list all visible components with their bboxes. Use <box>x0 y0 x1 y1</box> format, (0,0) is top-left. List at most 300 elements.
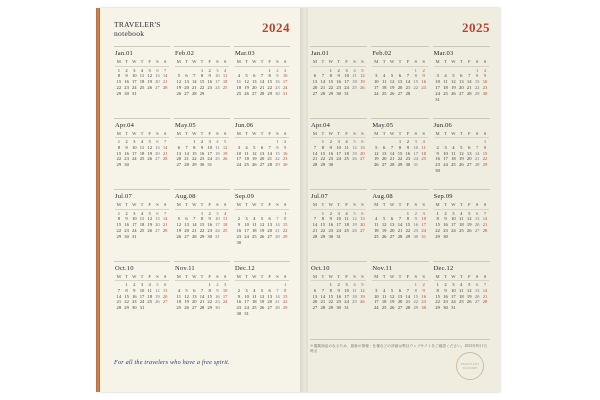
day-number: 8 <box>117 216 120 222</box>
day-number: 7 <box>398 216 402 222</box>
day-number: 30 <box>435 168 440 174</box>
day-number: 29 <box>320 233 326 239</box>
day-number: 16 <box>207 79 212 85</box>
weekday-label: T <box>245 59 248 64</box>
day-number: 24 <box>244 233 249 239</box>
day-number: 24 <box>336 227 341 233</box>
day-number: 14 <box>275 222 280 228</box>
day-number: 12 <box>147 216 152 222</box>
day-number: 1 <box>200 67 204 73</box>
weekday-label: M <box>236 130 241 136</box>
day-number: 30 <box>443 305 448 311</box>
day-number: 12 <box>259 293 265 299</box>
day-number: 19 <box>259 227 265 233</box>
day-number: 24 <box>244 305 249 311</box>
day-number: 10 <box>131 216 137 222</box>
weekday-label: W <box>451 273 456 279</box>
weekday-header <box>235 274 289 282</box>
day-number: 16 <box>482 79 488 85</box>
day-number: 8 <box>483 144 487 150</box>
weekday-label: T <box>185 59 188 64</box>
day-number: 24 <box>131 84 137 90</box>
day-number: 24 <box>215 84 220 90</box>
day-number: 16 <box>421 293 426 299</box>
weekday-label: S <box>223 273 227 279</box>
day-number: 6 <box>313 73 317 79</box>
month-name: Sep.09 <box>433 193 453 200</box>
weekday-label: F <box>268 202 271 207</box>
day-number: 11 <box>344 144 349 150</box>
day-number: 29 <box>199 90 205 96</box>
weekday-label: T <box>260 59 264 64</box>
day-number: 16 <box>282 150 288 156</box>
weekday-label: S <box>483 273 487 279</box>
month-cell <box>433 118 490 190</box>
day-number: 31 <box>131 233 137 239</box>
weekday-header <box>115 59 169 67</box>
weekday-label: W <box>132 273 137 279</box>
day-number: 14 <box>474 150 480 156</box>
day-number: 28 <box>397 233 403 239</box>
day-number: 26 <box>360 84 365 90</box>
day-number: 18 <box>344 222 349 228</box>
day-number: 2 <box>125 67 128 73</box>
day-number: 21 <box>191 84 197 90</box>
day-number: 11 <box>222 73 228 79</box>
day-number: 26 <box>352 227 357 233</box>
day-number: 30 <box>482 90 488 96</box>
day-number: 28 <box>162 156 168 162</box>
day-number: 12 <box>222 144 228 150</box>
weekday-label: F <box>268 130 271 136</box>
weekday-label: S <box>483 130 487 136</box>
day-number: 7 <box>163 67 167 73</box>
day-number: 30 <box>421 305 426 311</box>
day-number: 11 <box>252 222 257 228</box>
day-number: 6 <box>177 144 180 150</box>
weekday-label: W <box>451 59 456 64</box>
day-number: 1 <box>321 210 324 216</box>
weekday-label: S <box>156 202 159 207</box>
weekday-label: T <box>140 273 144 279</box>
day-number: 6 <box>361 210 364 216</box>
weekday-label: S <box>283 130 287 136</box>
day-number: 9 <box>483 73 487 79</box>
day-number: 17 <box>421 222 426 228</box>
month-name: Jun.06 <box>235 121 254 129</box>
day-number: 2 <box>329 139 332 145</box>
month-cell <box>371 189 428 261</box>
day-number: 11 <box>381 79 387 85</box>
day-number: 15 <box>275 150 280 156</box>
day-number: 23 <box>275 84 280 90</box>
day-number: 27 <box>267 233 272 239</box>
day-number: 21 <box>320 84 326 90</box>
day-number: 17 <box>131 222 137 228</box>
weekday-label: M <box>176 59 181 64</box>
day-number: 17 <box>373 84 379 90</box>
day-number: 4 <box>223 210 227 216</box>
day-number: 30 <box>336 305 341 311</box>
day-number: 7 <box>193 216 196 222</box>
day-number: 16 <box>131 293 137 299</box>
day-number: 10 <box>373 79 379 85</box>
weekday-header <box>115 274 169 282</box>
day-number: 5 <box>177 216 180 222</box>
day-number: 20 <box>155 79 160 85</box>
month-name: May.05 <box>175 121 196 129</box>
day-number: 2 <box>483 67 487 73</box>
day-number: 27 <box>155 227 160 233</box>
day-number: 10 <box>344 73 349 79</box>
weekday-label: S <box>163 202 167 207</box>
day-number: 1 <box>125 282 128 288</box>
weekday-label: T <box>444 59 447 64</box>
day-number: 12 <box>466 216 472 222</box>
day-number: 25 <box>251 233 257 239</box>
day-number: 22 <box>435 299 440 305</box>
day-number: 11 <box>139 73 145 79</box>
weekday-label: M <box>374 273 379 279</box>
day-number: 25 <box>222 227 228 233</box>
month-name: Feb.02 <box>372 50 392 57</box>
day-number: 24 <box>435 90 440 96</box>
weekday-label: T <box>140 130 144 136</box>
month-cell <box>371 46 428 118</box>
day-number: 14 <box>191 222 197 228</box>
day-number: 13 <box>184 222 189 228</box>
day-number: 20 <box>459 84 464 90</box>
weekday-label: S <box>163 59 167 64</box>
day-number: 5 <box>148 67 151 73</box>
day-number: 2 <box>125 139 128 145</box>
weekday-label: F <box>208 202 211 207</box>
day-number: 21 <box>320 299 326 305</box>
day-number: 13 <box>162 287 168 293</box>
weekday-label: T <box>337 202 341 207</box>
day-number: 29 <box>320 162 326 168</box>
day-number: 22 <box>267 84 272 90</box>
day-number: 9 <box>337 287 340 293</box>
month-cell <box>234 118 290 190</box>
weekday-header <box>311 131 366 139</box>
day-number: 26 <box>176 90 182 96</box>
day-number: 13 <box>312 79 318 85</box>
day-number: 12 <box>373 150 379 156</box>
day-number: 18 <box>147 293 152 299</box>
day-number: 3 <box>223 282 227 288</box>
day-number: 17 <box>282 79 288 85</box>
weekday-label: S <box>414 273 418 279</box>
weekday-label: F <box>406 59 410 64</box>
weekday-label: S <box>353 273 356 279</box>
day-number: 27 <box>251 90 257 96</box>
day-number: 18 <box>352 293 357 299</box>
day-number: 5 <box>185 287 188 293</box>
month-grid-left <box>114 46 290 332</box>
weekday-label: S <box>475 130 479 136</box>
day-number: 26 <box>373 162 379 168</box>
day-number: 18 <box>244 156 249 162</box>
day-number: 29 <box>207 305 212 311</box>
day-number: 12 <box>389 293 395 299</box>
day-number: 8 <box>436 216 439 222</box>
day-number: 6 <box>398 287 402 293</box>
weekday-header <box>311 59 366 67</box>
day-number: 7 <box>268 144 271 150</box>
day-number: 14 <box>466 79 472 85</box>
day-number: 10 <box>236 150 242 156</box>
month-cell <box>174 261 230 333</box>
day-number: 2 <box>200 139 204 145</box>
day-number: 2 <box>406 139 410 145</box>
day-number: 17 <box>244 227 249 233</box>
day-number: 10 <box>222 287 228 293</box>
weekday-label: W <box>451 130 456 136</box>
day-number: 19 <box>155 293 160 299</box>
day-number: 8 <box>414 73 417 79</box>
day-number: 20 <box>155 222 160 228</box>
weekday-header <box>434 131 489 139</box>
day-number: 20 <box>360 150 365 156</box>
day-number: 19 <box>176 84 182 90</box>
day-number: 3 <box>216 210 219 216</box>
day-number: 26 <box>147 227 152 233</box>
day-number: 9 <box>125 216 128 222</box>
weekday-label: T <box>382 202 386 207</box>
day-number: 30 <box>413 233 419 239</box>
month-name: Feb.02 <box>175 50 195 57</box>
day-number: 22 <box>282 227 288 233</box>
day-number: 9 <box>444 287 447 293</box>
weekday-label: S <box>156 273 159 279</box>
day-number: 17 <box>207 150 212 156</box>
month-name: Jul.07 <box>115 193 132 200</box>
weekday-label: S <box>353 202 356 207</box>
day-number: 29 <box>116 90 122 96</box>
day-number: 30 <box>336 90 341 96</box>
day-number: 16 <box>336 79 341 85</box>
weekday-label: W <box>328 59 333 64</box>
day-number: 22 <box>207 299 212 305</box>
day-number: 14 <box>162 144 168 150</box>
day-numbers <box>115 139 169 168</box>
day-number: 19 <box>352 150 357 156</box>
day-number: 9 <box>276 73 279 79</box>
day-number: 29 <box>328 305 334 311</box>
day-number: 28 <box>312 233 318 239</box>
day-number: 8 <box>283 216 287 222</box>
day-number: 19 <box>360 293 365 299</box>
day-number: 7 <box>321 73 324 79</box>
day-number: 31 <box>451 305 456 311</box>
day-number: 25 <box>459 299 464 305</box>
day-number: 27 <box>466 162 472 168</box>
day-number: 6 <box>475 210 479 216</box>
day-number: 16 <box>413 222 419 228</box>
weekday-label: M <box>435 59 440 64</box>
day-number: 20 <box>397 84 403 90</box>
day-number: 4 <box>223 67 227 73</box>
day-number: 7 <box>321 287 324 293</box>
day-number: 12 <box>147 73 152 79</box>
day-number: 17 <box>344 79 349 85</box>
day-number: 24 <box>336 156 341 162</box>
day-number: 22 <box>397 156 403 162</box>
day-number: 27 <box>312 305 318 311</box>
day-number: 4 <box>460 210 463 216</box>
day-number: 6 <box>185 73 188 79</box>
day-number: 27 <box>389 233 395 239</box>
day-number: 14 <box>162 73 168 79</box>
weekday-label: S <box>276 202 279 207</box>
day-number: 14 <box>275 293 280 299</box>
day-number: 8 <box>321 144 324 150</box>
day-number: 14 <box>116 293 122 299</box>
day-number: 4 <box>353 282 356 288</box>
day-number: 19 <box>259 299 265 305</box>
day-number: 8 <box>283 287 287 293</box>
year-label-left: 2024 <box>262 20 290 35</box>
day-number: 20 <box>466 156 472 162</box>
day-number: 20 <box>267 299 272 305</box>
weekday-label: F <box>148 202 151 207</box>
day-number: 27 <box>155 84 160 90</box>
day-number: 9 <box>329 144 332 150</box>
weekday-label: F <box>148 130 151 136</box>
weekday-label: T <box>185 130 188 136</box>
day-number: 15 <box>282 222 288 228</box>
weekday-label: S <box>475 59 479 64</box>
weekday-label: M <box>435 130 440 136</box>
day-number: 12 <box>451 79 456 85</box>
day-number: 8 <box>475 73 479 79</box>
day-number: 3 <box>245 287 248 293</box>
day-number: 20 <box>191 299 197 305</box>
day-number: 22 <box>413 299 419 305</box>
day-number: 9 <box>200 144 204 150</box>
day-number: 4 <box>140 139 144 145</box>
weekday-label: S <box>156 130 159 136</box>
day-number: 22 <box>328 84 334 90</box>
day-number: 11 <box>374 222 379 228</box>
day-numbers <box>235 68 289 97</box>
day-number: 3 <box>140 282 144 288</box>
day-number: 7 <box>276 216 279 222</box>
weekday-label: T <box>459 59 463 64</box>
day-number: 4 <box>253 287 256 293</box>
weekday-label: T <box>459 273 463 279</box>
month-name: Dec.12 <box>433 264 454 272</box>
day-number: 5 <box>361 282 364 288</box>
day-number: 18 <box>215 150 220 156</box>
day-number: 8 <box>436 287 439 293</box>
day-number: 1 <box>475 67 479 73</box>
day-number: 5 <box>177 73 180 79</box>
day-number: 20 <box>259 156 265 162</box>
day-number: 25 <box>459 227 464 233</box>
day-number: 17 <box>236 156 242 162</box>
day-number: 7 <box>390 144 394 150</box>
day-number: 19 <box>251 156 257 162</box>
day-number: 4 <box>148 282 151 288</box>
day-numbers <box>175 68 229 97</box>
day-number: 31 <box>336 233 341 239</box>
day-number: 18 <box>459 222 464 228</box>
day-number: 11 <box>352 287 357 293</box>
weekday-label: M <box>116 273 121 279</box>
day-number: 14 <box>389 150 395 156</box>
day-number: 19 <box>184 299 189 305</box>
day-number: 8 <box>117 73 120 79</box>
day-number: 17 <box>336 222 341 228</box>
weekday-label: F <box>467 130 471 136</box>
day-number: 26 <box>466 227 472 233</box>
weekday-label: T <box>140 59 144 64</box>
factory-stamp-icon: TRAVELER'S FACTORY <box>456 352 484 380</box>
day-number: 25 <box>352 84 357 90</box>
day-numbers <box>115 211 169 240</box>
day-number: 5 <box>375 144 378 150</box>
day-number: 14 <box>312 222 318 228</box>
weekday-label: S <box>283 273 287 279</box>
day-number: 5 <box>383 216 386 222</box>
weekday-label: M <box>236 59 241 64</box>
weekday-header <box>235 59 289 67</box>
weekday-label: F <box>268 59 271 64</box>
day-number: 25 <box>381 305 387 311</box>
day-number: 10 <box>421 216 426 222</box>
day-number: 18 <box>251 299 257 305</box>
day-number: 20 <box>184 227 189 233</box>
weekday-label: S <box>276 59 279 64</box>
weekday-label: T <box>125 59 128 64</box>
day-number: 13 <box>184 79 189 85</box>
day-number: 9 <box>216 287 219 293</box>
day-number: 19 <box>222 150 228 156</box>
day-numbers <box>434 211 489 240</box>
day-number: 27 <box>184 90 189 96</box>
day-number: 18 <box>139 79 145 85</box>
day-number: 3 <box>208 139 211 145</box>
weekday-label: T <box>382 59 386 64</box>
day-number: 3 <box>444 144 447 150</box>
day-number: 2 <box>414 210 417 216</box>
day-number: 31 <box>131 90 137 96</box>
weekday-label: S <box>283 202 287 207</box>
month-name: Oct.10 <box>115 264 134 272</box>
day-number: 1 <box>208 282 211 288</box>
weekday-label: M <box>435 202 440 207</box>
day-number: 19 <box>373 156 379 162</box>
weekday-label: T <box>260 130 264 136</box>
weekday-label: F <box>345 273 348 279</box>
day-numbers <box>235 211 289 246</box>
month-cell <box>174 189 230 261</box>
day-number: 24 <box>131 156 137 162</box>
weekday-label: M <box>116 59 121 64</box>
day-number: 10 <box>443 150 448 156</box>
day-numbers <box>175 139 229 168</box>
day-number: 7 <box>276 287 279 293</box>
day-number: 18 <box>443 84 448 90</box>
day-number: 24 <box>131 227 137 233</box>
day-number: 6 <box>268 287 271 293</box>
weekday-header <box>372 202 427 210</box>
day-numbers <box>311 68 366 97</box>
month-name: May.05 <box>372 121 394 129</box>
month-cell <box>114 46 170 118</box>
